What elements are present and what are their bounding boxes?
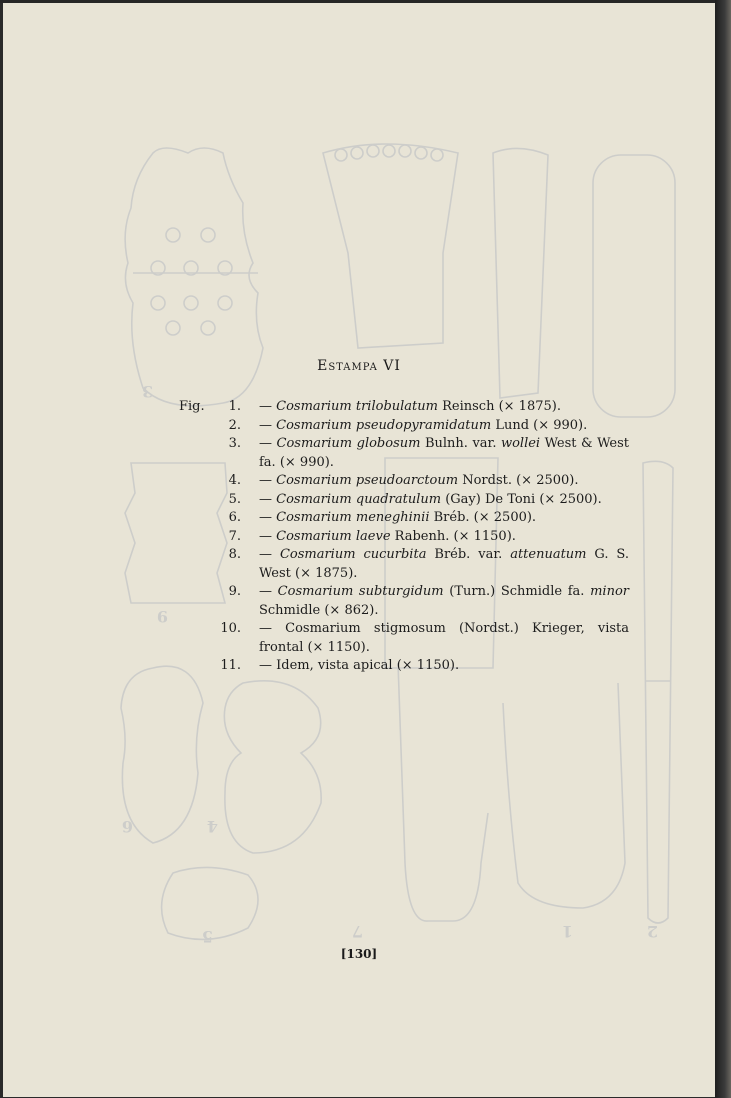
fig-label: Fig. [179, 399, 205, 414]
figure-number: 10. [220, 621, 241, 636]
caption-text: Cosmarium stigmosum (Nordst.) Krieger, vista frontal (× 1150). [259, 621, 629, 655]
show-through-numeral: 5 [201, 927, 213, 946]
figure-caption-entry [179, 491, 629, 510]
caption-text: G. S. West (× 1875). [259, 547, 629, 581]
figure-caption-entry [179, 583, 629, 620]
plate-title-number: VI [383, 358, 401, 374]
taxon-name: Cosmarium laeve [276, 528, 391, 544]
figure-number: 1. [228, 399, 241, 414]
caption-text: Lund (× 990). [491, 417, 588, 433]
caption-text: West & West fa. (× 990). [259, 436, 629, 470]
show-through-numeral: 7 [351, 922, 363, 941]
figure-caption-entry [179, 657, 629, 676]
taxon-name: minor [590, 584, 629, 599]
figure-caption-text: — Cosmarium subturgidum (Turn.) Schmidle fa. minor Schmidle (× 862). [259, 584, 629, 618]
caption-text: Rabenh. (× 1150). [390, 528, 516, 544]
taxon-name: Cosmarium subturgidum [277, 584, 444, 599]
taxon-name: Cosmarium quadratulum [276, 491, 442, 507]
taxon-name: Cosmarium pseudopyramidatum [276, 417, 492, 433]
figure-number: 5. [228, 491, 241, 507]
figure-number: 8. [228, 547, 241, 562]
caption-text: Idem, vista apical (× 1150). [276, 658, 460, 673]
figure-caption-text: — Cosmarium laeve Rabenh. (× 1150). [259, 528, 516, 544]
figure-caption-text: — Cosmarium pseudoarctoum Nordst. (× 2500). [259, 473, 579, 488]
page-number: [130] [340, 947, 378, 961]
figure-caption-entry [179, 417, 629, 436]
caption-text: Nordst. (× 2500). [458, 473, 579, 488]
figure-number: 3. [228, 436, 241, 451]
taxon-name: Cosmarium trilobulatum [276, 399, 438, 414]
figure-number: 9. [228, 584, 241, 599]
figure-caption-entry [179, 435, 629, 472]
caption-text: Bulnh. var. [420, 436, 501, 451]
caption-text: (Turn.) Schmidle fa. [443, 584, 591, 599]
figure-caption-text: — Cosmarium stigmosum (Nordst.) Krieger, vista frontal (× 1150). [259, 621, 629, 655]
caption-text: Reinsch (× 1875). [437, 399, 561, 414]
taxon-name: Cosmarium pseudoarctoum [276, 473, 459, 488]
figure-caption-entry [179, 528, 629, 547]
figure-caption-text: — Cosmarium cucurbita Bréb. var. attenuatum G. S. West (× 1875). [259, 547, 629, 581]
show-through-numeral: 2 [646, 922, 658, 941]
figure-number: 7. [228, 528, 241, 544]
figure-number: 4. [228, 473, 241, 488]
show-through-numeral: 3 [141, 382, 153, 401]
taxon-name: Cosmarium globosum [276, 436, 421, 451]
figure-caption-entry [179, 398, 629, 417]
taxon-name: attenuatum [510, 547, 587, 562]
plate-title [3, 358, 715, 374]
figure-caption-text: — Cosmarium trilobulatum Reinsch (× 1875). [259, 399, 561, 414]
figure-caption-entry [179, 620, 629, 657]
figure-caption-text: — Cosmarium meneghinii Bréb. (× 2500). [259, 510, 537, 525]
figure-caption-entry [179, 472, 629, 491]
caption-text: Bréb. (× 2500). [429, 510, 537, 525]
figure-number: 6. [228, 510, 241, 525]
figure-caption-text: — Cosmarium pseudopyramidatum Lund (× 990). [259, 417, 588, 433]
taxon-name: Cosmarium meneghinii [276, 510, 430, 525]
plate-title-word: Estampa [317, 358, 378, 374]
show-through-numeral: 9 [156, 607, 168, 626]
book-page [3, 3, 715, 1097]
show-through-numeral: 6 [121, 817, 133, 836]
figure-caption-text: — Idem, vista apical (× 1150). [259, 658, 460, 673]
show-through-numeral: 1 [561, 922, 573, 941]
caption-text: (Gay) De Toni (× 2500). [441, 491, 602, 507]
figure-caption-text: — Cosmarium globosum Bulnh. var. wollei West & West fa. (× 990). [259, 436, 629, 470]
figure-caption-text: — Cosmarium quadratulum (Gay) De Toni (× 2500). [259, 491, 602, 507]
caption-text: Schmidle (× 862). [259, 602, 379, 618]
figure-number: 11. [220, 658, 241, 673]
figure-caption-entry [179, 546, 629, 583]
show-through-numeral: 4 [206, 817, 218, 836]
taxon-name: Cosmarium cucurbita [279, 547, 427, 562]
figure-caption-list [179, 398, 629, 676]
caption-text: Bréb. var. [426, 547, 511, 562]
figure-number: 2. [228, 417, 241, 433]
page-binding-edge [715, 0, 731, 1098]
taxon-name: wollei [500, 436, 541, 451]
figure-caption-entry [179, 509, 629, 528]
